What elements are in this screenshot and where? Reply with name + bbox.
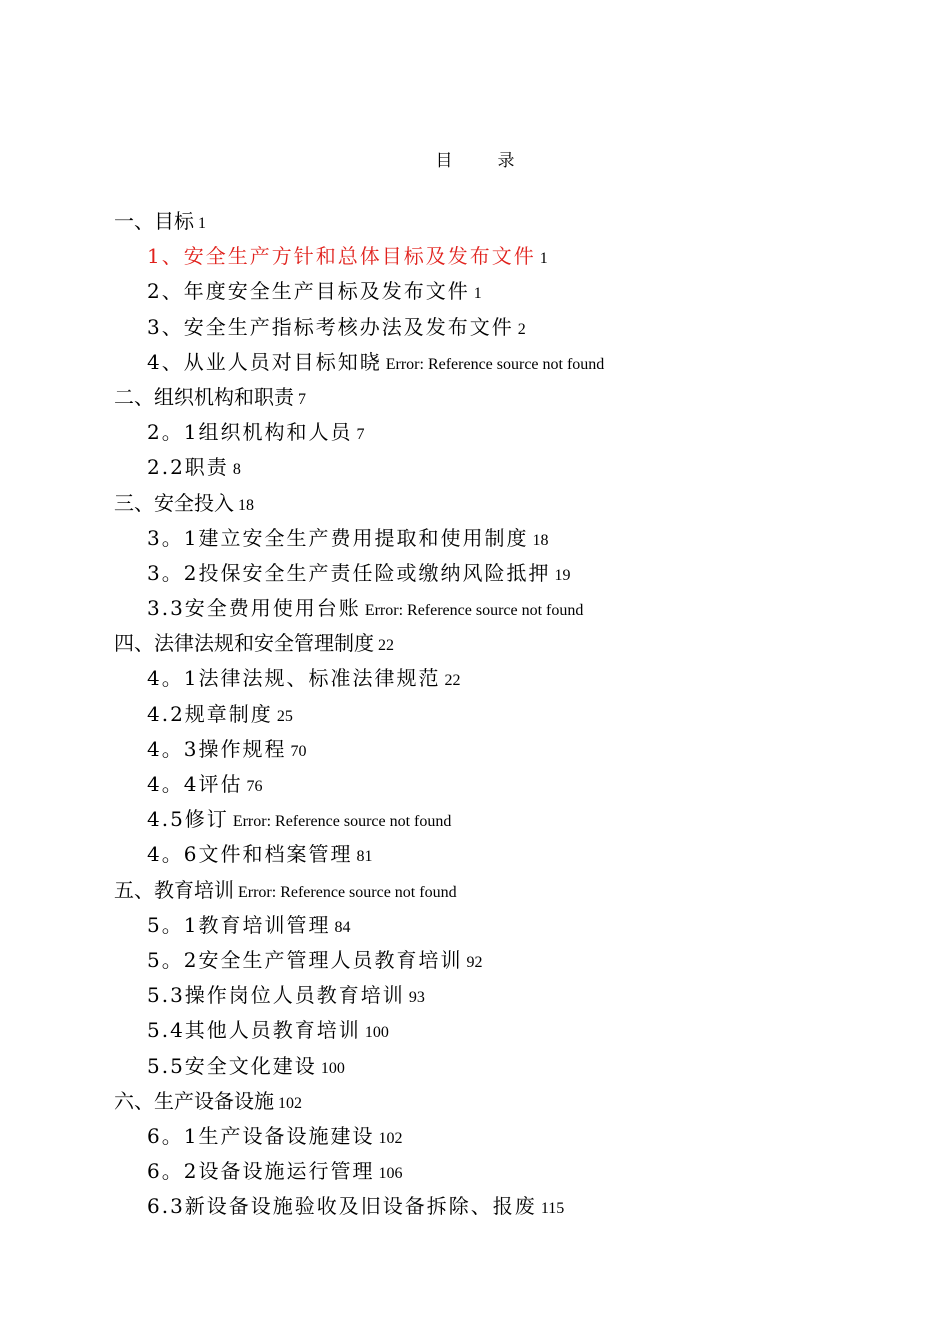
toc-page-number: 115	[540, 1200, 565, 1218]
toc-entry-text: 3。2投保安全生产责任险或缴纳风险抵押	[147, 560, 551, 585]
toc-entry-text: 4。3操作规程	[147, 736, 287, 761]
toc-section-entry[interactable]	[0, 1154, 950, 1189]
toc-entry-text: 一、目标	[114, 209, 194, 233]
toc-page-number: 8	[232, 461, 241, 479]
toc-section-entry[interactable]	[0, 697, 950, 732]
toc-page-number: 1	[539, 250, 548, 268]
toc-section-entry[interactable]	[0, 521, 950, 556]
toc-page-number: 70	[290, 742, 307, 760]
toc-section-entry[interactable]	[0, 1013, 950, 1048]
toc-section-entry[interactable]	[0, 1119, 950, 1154]
toc-entry-text: 5.3操作岗位人员教育培训	[147, 983, 405, 1008]
toc-section-entry[interactable]	[0, 345, 950, 380]
toc-entry-text: 3。1建立安全生产费用提取和使用制度	[147, 525, 529, 550]
toc-page-number: 106	[378, 1165, 403, 1183]
toc-page-number: 18	[532, 531, 549, 549]
toc-page-number: Error: Reference source not found	[238, 883, 457, 901]
toc-entry-text: 4.5修订	[147, 807, 229, 832]
toc-entry-text: 2.2职责	[147, 455, 229, 480]
toc-page-number: 81	[356, 848, 373, 866]
toc-section-entry[interactable]	[0, 943, 950, 978]
table-of-contents	[0, 204, 950, 1224]
toc-page-number: 100	[320, 1059, 345, 1077]
toc-page-number: 2	[517, 320, 526, 338]
toc-entry-text: 5。1教育培训管理	[147, 912, 331, 937]
toc-entry-text: 2、年度安全生产目标及发布文件	[147, 279, 470, 304]
toc-entry-text: 6.3新设备设施验收及旧设备拆除、报废	[147, 1194, 537, 1219]
toc-entry-text: 4。1法律法规、标准法律规范	[147, 666, 441, 691]
toc-section-entry[interactable]	[0, 591, 950, 626]
toc-section-entry[interactable]	[0, 1189, 950, 1224]
toc-section-entry[interactable]	[0, 767, 950, 802]
toc-page-number: 100	[364, 1024, 389, 1042]
toc-entry-text: 三、安全投入	[114, 490, 234, 515]
toc-entry-text: 3.3安全费用使用台账	[147, 596, 361, 621]
toc-section-entry[interactable]	[0, 732, 950, 767]
toc-page-number: 19	[554, 566, 571, 584]
toc-entry-text: 4、从业人员对目标知晓	[147, 349, 382, 374]
toc-section-entry[interactable]	[0, 274, 950, 309]
toc-entry-text: 二、组织机构和职责	[114, 384, 294, 409]
toc-entry-text: 3、安全生产指标考核办法及发布文件	[147, 314, 514, 339]
toc-page-number: 22	[378, 637, 394, 655]
toc-chapter-entry[interactable]	[0, 1084, 950, 1119]
toc-entry-text: 6。1生产设备设施建设	[147, 1123, 375, 1148]
toc-section-entry[interactable]	[0, 837, 950, 872]
toc-chapter-entry[interactable]	[0, 873, 950, 908]
toc-page-number: 93	[408, 989, 425, 1007]
toc-section-entry[interactable]	[0, 310, 950, 345]
toc-page-number: 7	[298, 390, 306, 408]
toc-section-entry[interactable]	[0, 415, 950, 450]
toc-section-entry[interactable]	[0, 1049, 950, 1084]
toc-page-number: 1	[473, 285, 482, 303]
toc-entry-text: 1、安全生产方针和总体目标及发布文件	[147, 244, 536, 269]
toc-section-entry[interactable]	[0, 450, 950, 485]
toc-page-number: 7	[356, 426, 365, 444]
toc-section-entry[interactable]	[0, 978, 950, 1013]
toc-chapter-entry[interactable]	[0, 626, 950, 661]
toc-page-number: 25	[276, 707, 293, 725]
toc-entry-text: 五、教育培训	[114, 877, 234, 902]
toc-entry-text: 4。4评估	[147, 772, 243, 796]
toc-entry-text: 2。1组织机构和人员	[147, 420, 353, 445]
toc-section-entry[interactable]	[0, 908, 950, 943]
toc-page-number: 22	[444, 672, 461, 690]
toc-entry-text: 六、生产设备设施	[114, 1088, 274, 1113]
toc-entry-text: 5.4其他人员教育培训	[147, 1018, 361, 1043]
toc-page-number: 84	[334, 918, 351, 936]
toc-chapter-entry[interactable]	[0, 380, 950, 415]
toc-chapter-entry[interactable]	[0, 486, 950, 521]
toc-section-entry[interactable]	[0, 802, 950, 837]
toc-section-entry[interactable]	[0, 661, 950, 696]
toc-entry-text: 4。6文件和档案管理	[147, 842, 353, 867]
toc-entry-text: 5.5安全文化建设	[147, 1053, 317, 1078]
toc-page-number: 1	[198, 215, 206, 232]
toc-page-number: 18	[238, 496, 254, 514]
toc-page-number: 92	[466, 953, 483, 971]
toc-page-number: 102	[378, 1129, 403, 1147]
toc-page-number: Error: Reference source not found	[385, 355, 605, 373]
toc-page-number: 102	[278, 1094, 302, 1112]
toc-page-number: Error: Reference source not found	[232, 813, 452, 831]
toc-entry-text: 5。2安全生产管理人员教育培训	[147, 947, 463, 972]
toc-section-entry[interactable]	[0, 556, 950, 591]
toc-section-entry[interactable]	[0, 239, 950, 274]
toc-page-number: Error: Reference source not found	[364, 602, 584, 620]
toc-page-number: 76	[246, 778, 263, 795]
toc-title: 目 录	[435, 151, 529, 171]
toc-entry-text: 4.2规章制度	[147, 701, 273, 726]
toc-entry-text: 四、法律法规和安全管理制度	[114, 631, 374, 656]
toc-entry-text: 6。2设备设施运行管理	[147, 1159, 375, 1184]
toc-chapter-entry[interactable]	[0, 204, 950, 239]
